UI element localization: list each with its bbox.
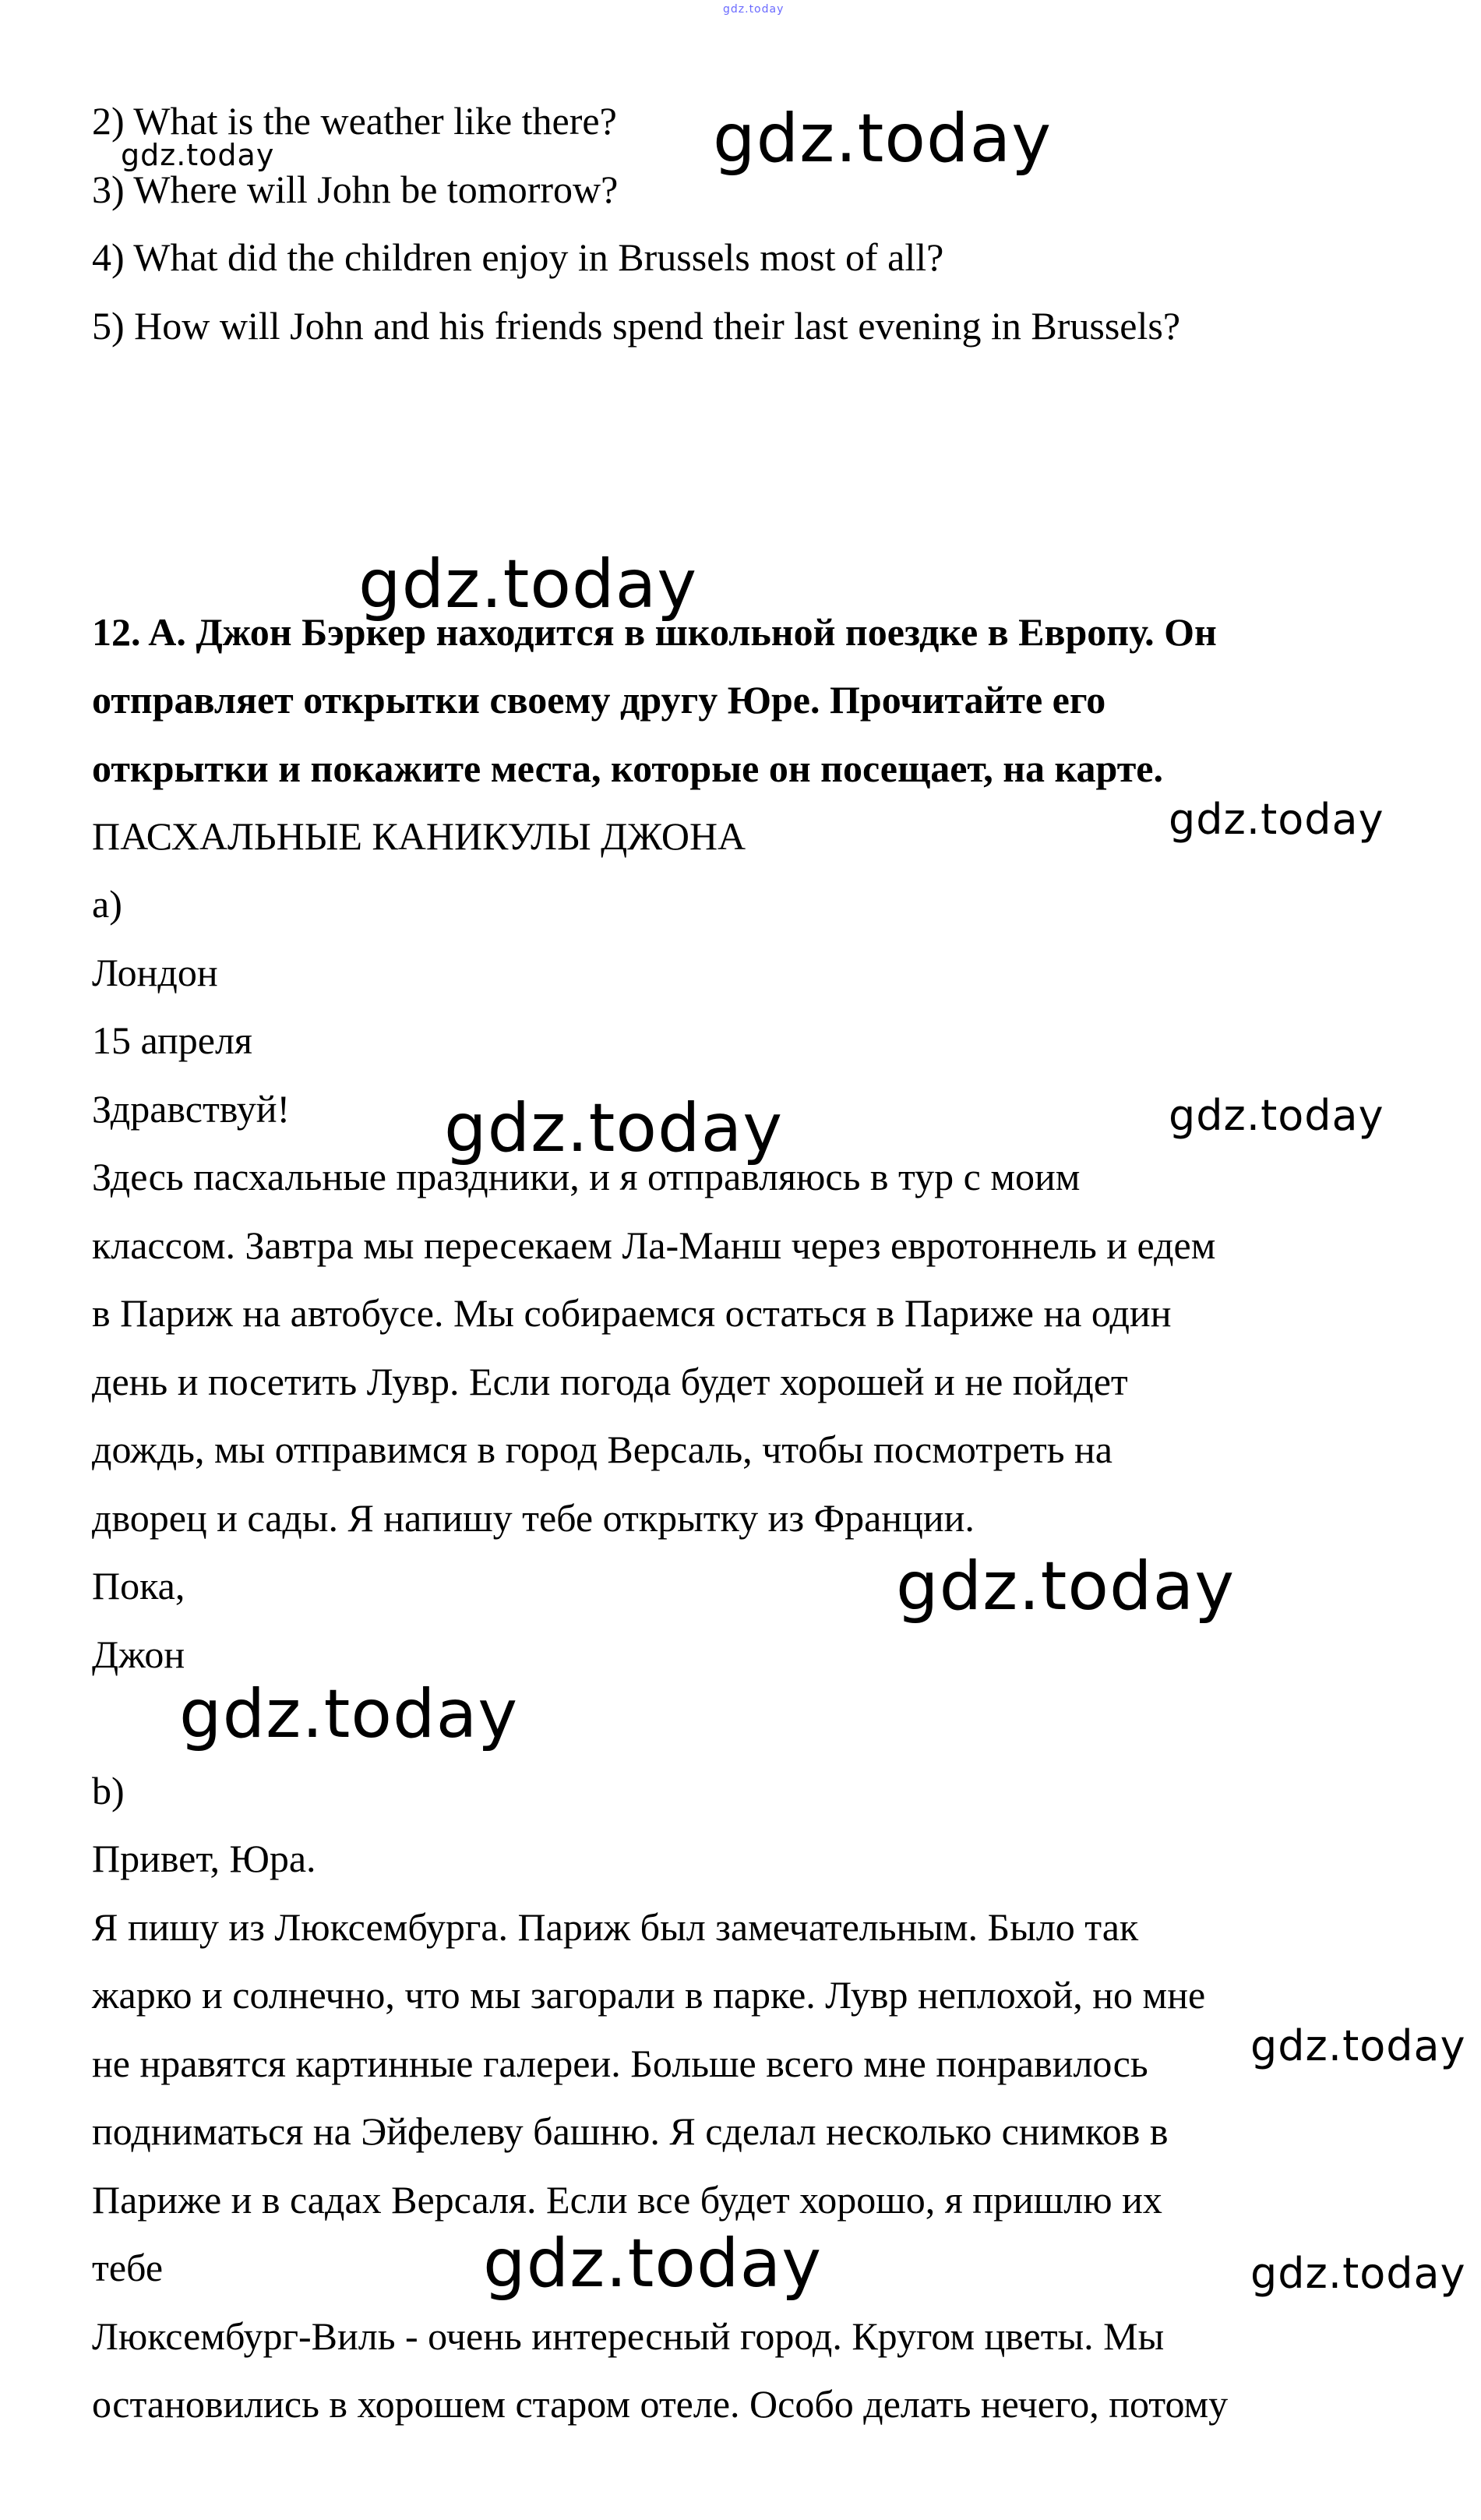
postcard-b-body-line-8: остановились в хорошем старом отеле. Особо делать нечего, потому [92, 2382, 1229, 2426]
postcard-a-closing: Пока, [92, 1564, 185, 1608]
postcard-b-body-line-2: жарко и солнечно, что мы загорали в парке. Лувр неплохой, но мне [92, 1973, 1206, 2017]
question-4: 4) What did the children enjoy in Brussels most of all? [92, 235, 944, 279]
question-5: 5) How will John and his friends spend their last evening in Brussels? [92, 304, 1181, 348]
postcard-a-greeting: Здравствуй! [92, 1087, 291, 1131]
postcard-b-body-line-5: Париже и в садах Версаля. Если все будет хорошо, я пришлю их [92, 2178, 1162, 2222]
postcard-b-body-line-7: Люксембург-Виль - очень интересный город. Кругом цветы. Мы [92, 2314, 1165, 2358]
task-heading-line-2: отправляет открытки своему другу Юре. Прочитайте его [92, 678, 1106, 722]
postcard-b-greeting: Привет, Юра. [92, 1837, 316, 1880]
task-subtitle: ПАСХАЛЬНЫЕ КАНИКУЛЫ ДЖОНА [92, 814, 746, 858]
watermark-10: gdz.today [483, 2225, 823, 2303]
watermark-11: gdz.today [1250, 2249, 1466, 2298]
postcard-a-body-line-1: Здесь пасхальные праздники, и я отправляюсь в тур с моим [92, 1155, 1081, 1198]
postcard-b-body-line-6: тебе [92, 2246, 164, 2289]
watermark-8: gdz.today [179, 1675, 519, 1753]
postcard-a-body-line-3: в Париж на автобусе. Мы собираемся остаться в Париже на один [92, 1291, 1172, 1335]
postcard-a-body-line-4: день и посетить Лувр. Если погода будет хорошей и не пойдет [92, 1360, 1128, 1403]
postcard-a-body-line-5: дождь, мы отправимся в город Версаль, чтобы посмотреть на [92, 1428, 1113, 1471]
postcard-a-signature: Джон [92, 1632, 185, 1676]
watermark-header: gdz.today [723, 3, 785, 16]
postcard-b-body-line-4: подниматься на Эйфелеву башню. Я сделал несколько снимков в [92, 2109, 1169, 2153]
question-2: 2) What is the weather like there? [92, 99, 617, 143]
postcard-b-body-line-1: Я пишу из Люксембурга. Париж был замечательным. Было так [92, 1905, 1139, 1949]
task-heading-line-3: открытки и покажите места, которые он посещает, на карте. [92, 746, 1163, 790]
watermark-2: gdz.today [121, 138, 275, 172]
postcard-a-body-line-6: дворец и сады. Я напишу тебе открытку из Франции. [92, 1496, 975, 1540]
postcard-b-label: b) [92, 1769, 125, 1812]
watermark-4: gdz.today [1169, 795, 1384, 844]
watermark-3: gdz.today [358, 545, 698, 623]
watermark-6: gdz.today [1169, 1091, 1384, 1140]
watermark-9: gdz.today [1250, 2021, 1466, 2070]
postcard-b-body-line-3: не нравятся картинные галереи. Больше всего мне понравилось [92, 2042, 1148, 2085]
postcard-a-date: 15 апреля [92, 1018, 252, 1062]
postcard-a-body-line-2: классом. Завтра мы пересекаем Ла-Манш через евротоннель и едем [92, 1223, 1216, 1267]
postcard-a-place: Лондон [92, 951, 218, 994]
task-heading-line-1: 12. A. Джон Бэркер находится в школьной поездке в Европу. Он [92, 610, 1217, 654]
postcard-a-label: a) [92, 882, 122, 926]
question-3: 3) Where will John be tomorrow? [92, 168, 619, 211]
watermark-7: gdz.today [896, 1548, 1236, 1625]
watermark-5: gdz.today [444, 1089, 784, 1167]
watermark-1: gdz.today [713, 100, 1053, 178]
